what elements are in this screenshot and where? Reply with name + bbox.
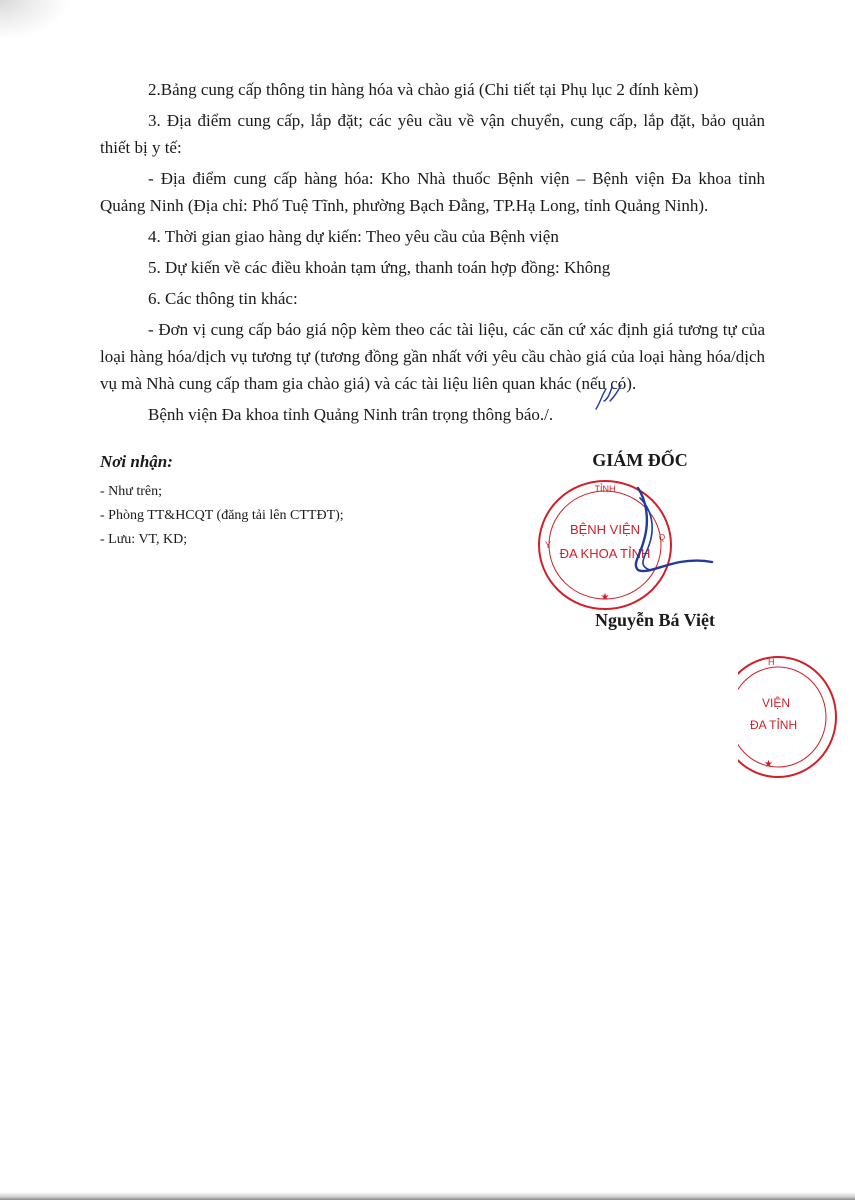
paragraph-other-info: - Đơn vị cung cấp báo giá nộp kèm theo các tài liệu, các căn cứ xác định giá tương tự của loại hàng hóa/dịch vụ tương tự (tương đồng gần nhất với yêu cầu chào giá của loại hàng hóa/dịch vụ mà Nhà cung cấp tham gia chào giá) và các tài liệu liên quan khác (nếu có). bbox=[100, 320, 765, 393]
seal-line-1: BỆNH VIỆN bbox=[569, 522, 641, 537]
svg-text:TỈNH: TỈNH bbox=[594, 484, 616, 494]
recipient-item: - Phòng TT&HCQT (đăng tải lên CTTĐT); bbox=[100, 508, 344, 523]
scan-shadow-bottom bbox=[0, 1192, 855, 1200]
paragraph-item-5: 5. Dự kiến về các điều khoản tạm ứng, thanh toán hợp đồng: Không bbox=[148, 258, 611, 277]
svg-text:Q: Q bbox=[658, 533, 666, 542]
initials-mark bbox=[592, 383, 624, 413]
paragraph-delivery-location: - Địa điểm cung cấp hàng hóa: Kho Nhà thuốc Bệnh viện – Bệnh viện Đa khoa tỉnh Quảng Ninh (Địa chỉ: Phố Tuệ Tĩnh, phường Bạch Đằng, TP.Hạ Long, tỉnh Quảng Ninh). bbox=[100, 169, 765, 215]
svg-text:H: H bbox=[768, 657, 775, 667]
document-body bbox=[100, 76, 765, 432]
hospital-seal bbox=[520, 470, 720, 610]
recipients-heading: Nơi nhận: bbox=[100, 452, 173, 471]
paragraph-item-2: 2.Bảng cung cấp thông tin hàng hóa và chào giá (Chi tiết tại Phụ lục 2 đính kèm) bbox=[148, 80, 699, 99]
signer-name: Nguyễn Bá Việt bbox=[594, 610, 715, 630]
svg-text:★: ★ bbox=[600, 592, 610, 603]
seal-line-2: ĐA KHOA TỈNH bbox=[559, 546, 651, 561]
paragraph-item-3: 3. Địa điểm cung cấp, lắp đặt; các yêu cầu về vận chuyển, cung cấp, lắp đặt, bảo quản thiết bị y tế: bbox=[100, 111, 765, 157]
seal-side-line-2: ĐA TỈNH bbox=[750, 718, 798, 732]
partial-seal-edge bbox=[738, 645, 838, 790]
scan-shadow-corner bbox=[0, 0, 70, 40]
recipient-item: - Như trên; bbox=[100, 484, 163, 499]
svg-text:Y: Y bbox=[544, 540, 552, 550]
paragraph-item-6: 6. Các thông tin khác: bbox=[148, 289, 298, 308]
paragraph-item-4: 4. Thời gian giao hàng dự kiến: Theo yêu cầu của Bệnh viện bbox=[148, 227, 559, 246]
paragraph-closing: Bệnh viện Đa khoa tỉnh Quảng Ninh trân trọng thông báo./. bbox=[148, 405, 554, 424]
director-title: GIÁM ĐỐC bbox=[592, 450, 688, 470]
recipients-block bbox=[100, 452, 430, 552]
svg-text:★: ★ bbox=[764, 759, 773, 770]
recipient-item: - Lưu: VT, KD; bbox=[100, 532, 188, 547]
seal-side-line-1: VIỆN bbox=[762, 696, 791, 710]
